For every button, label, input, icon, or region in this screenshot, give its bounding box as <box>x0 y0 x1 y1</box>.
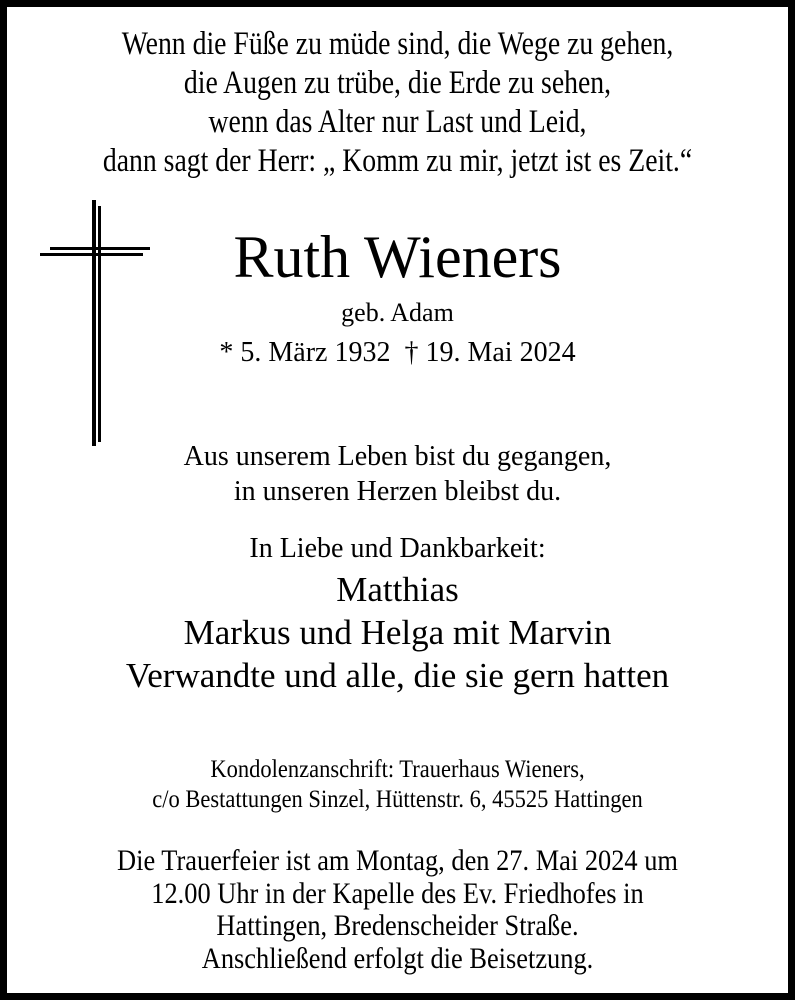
farewell-line: in unseren Herzen bleibst du. <box>233 476 562 507</box>
deceased-name: Ruth Wieners <box>233 224 562 290</box>
condolence-line: c/o Bestattungen Sinzel, Hüttenstr. 6, 45525 Hattingen <box>152 786 643 813</box>
service-line: 12.00 Uhr in der Kapelle des Ev. Friedhofes in <box>151 876 644 910</box>
verse-line: wenn das Alter nur Last und Leid, <box>208 104 587 140</box>
farewell-block <box>7 439 788 509</box>
verse-line: die Augen zu trübe, die Erde zu sehen, <box>183 65 612 101</box>
condolence-inner <box>46 755 749 815</box>
condolence-address <box>7 755 788 815</box>
mourners-intro: In Liebe und Dankbarkeit: <box>249 533 546 564</box>
life-dates-text: * 5. März 1932 † 19. Mai 2024 <box>219 337 576 368</box>
verse-line: Wenn die Füße zu müde sind, die Wege zu gehen, <box>121 26 674 62</box>
verse-inner <box>69 25 725 181</box>
service-inner <box>54 845 741 975</box>
mourners-list <box>7 568 788 697</box>
life-dates <box>7 335 788 371</box>
funeral-service-info <box>7 845 788 975</box>
mourner-name: Matthias <box>336 570 459 609</box>
farewell-line: Aus unserem Leben bist du gegangen, <box>183 441 612 472</box>
verse-line: dann sagt der Herr: „ Komm zu mir, jetzt ist es Zeit.“ <box>102 143 693 179</box>
mourner-name: Markus und Helga mit Marvin <box>183 613 612 652</box>
verse-block <box>7 25 788 181</box>
condolence-line: Kondolenzanschrift: Trauerhaus Wieners, <box>210 756 585 783</box>
service-line: Die Trauerfeier ist am Montag, den 27. Mai 2024 um <box>117 844 678 877</box>
mourner-name: Verwandte und alle, die sie gern hatten <box>125 656 670 695</box>
service-line: Anschließend erfolgt die Beisetzung. <box>201 941 594 975</box>
maiden-name: geb. Adam <box>341 298 454 327</box>
service-line: Hattingen, Bredenscheider Straße. <box>216 909 579 942</box>
